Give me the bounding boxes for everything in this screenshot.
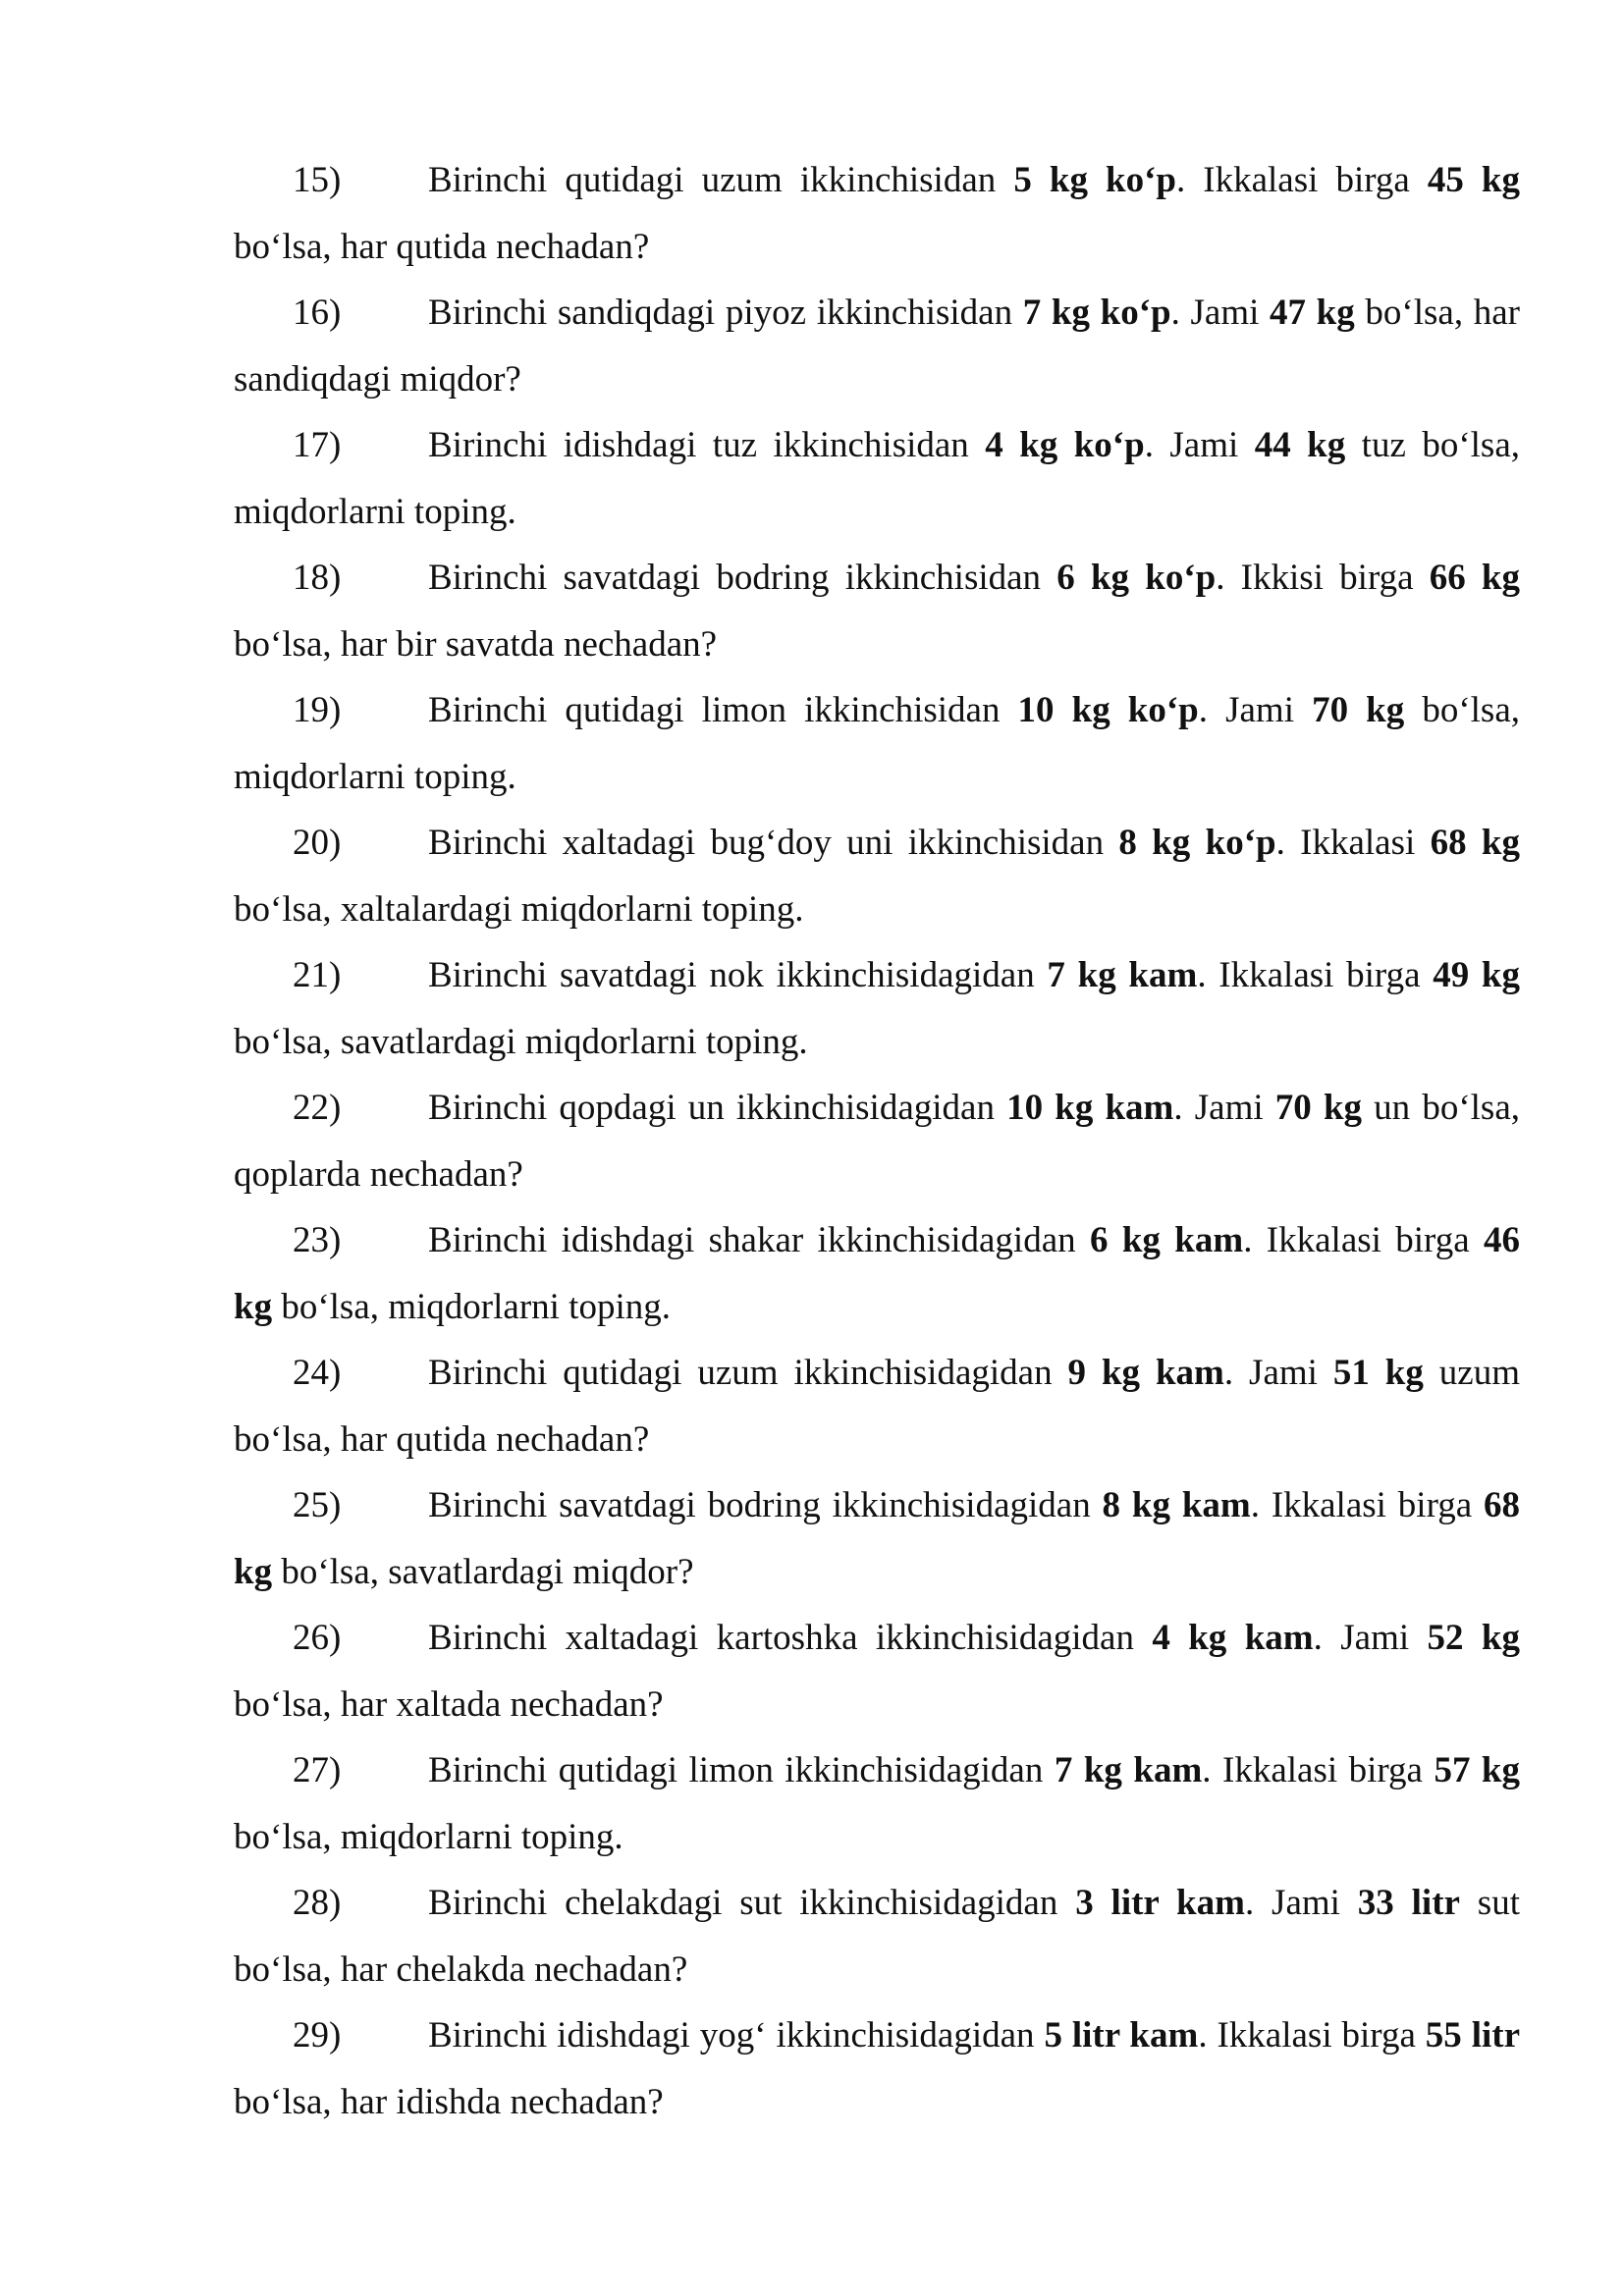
problem-quantity: 5 kg ko‘p	[1013, 160, 1176, 200]
problem-quantity: 6 kg kam	[1089, 1220, 1244, 1260]
problem-text: . Jami	[1198, 690, 1313, 730]
problem-text: Birinchi qutidagi limon ikkinchisidagidan	[428, 1750, 1055, 1790]
problem-item	[234, 1075, 1520, 1207]
problem-quantity: 8 kg kam	[1102, 1485, 1251, 1525]
problem-item	[234, 2002, 1520, 2135]
problem-number: 24)	[293, 1353, 342, 1393]
problem-quantity: 7 kg kam	[1054, 1750, 1203, 1790]
problem-item	[234, 810, 1520, 942]
problem-quantity: 68 kg	[234, 1485, 1520, 1592]
problem-text: Birinchi savatdagi bodring ikkinchisidagidan	[428, 1485, 1103, 1525]
problem-number: 15)	[293, 160, 342, 200]
problem-number: 26)	[293, 1618, 342, 1658]
problem-text: . Jami	[1313, 1618, 1428, 1658]
problem-item	[234, 1207, 1520, 1340]
problem-number: 28)	[293, 1883, 342, 1923]
problem-text: bo‘lsa, har qutida nechadan?	[234, 226, 650, 267]
problem-text: Birinchi idishdagi shakar ikkinchisidagidan	[428, 1220, 1090, 1260]
problem-quantity: 7 kg ko‘p	[1022, 293, 1171, 333]
problem-text: . Ikkalasi birga	[1198, 2015, 1426, 2056]
problem-quantity: 44 kg	[1254, 425, 1346, 465]
problem-text: Birinchi idishdagi yog‘ ikkinchisidagidan	[428, 2015, 1045, 2056]
problem-number: 23)	[293, 1220, 342, 1260]
problem-text: Birinchi sandiqdagi piyoz ikkinchisidan	[428, 293, 1023, 333]
problem-text: sut bo‘lsa, har chelakda nechadan?	[234, 1883, 1520, 1990]
problem-quantity: 68 kg	[1430, 823, 1521, 863]
problem-number: 16)	[293, 293, 342, 333]
problem-text: tuz bo‘lsa, miqdorlarni toping.	[234, 425, 1520, 532]
problem-number: 20)	[293, 823, 342, 863]
problem-item	[234, 1737, 1520, 1870]
problem-number: 17)	[293, 425, 342, 465]
problem-quantity: 8 kg ko‘p	[1118, 823, 1276, 863]
problem-text: . Ikkalasi birga	[1250, 1485, 1484, 1525]
problem-text: Birinchi xaltadagi bug‘doy uni ikkinchisidan	[428, 823, 1119, 863]
problem-number: 21)	[293, 955, 342, 995]
problem-quantity: 9 kg kam	[1067, 1353, 1224, 1393]
problem-text: bo‘lsa, har sandiqdagi miqdor?	[234, 293, 1520, 400]
problem-text: bo‘lsa, miqdorlarni toping.	[234, 1816, 623, 1857]
problem-item	[234, 1870, 1520, 2002]
problem-text: bo‘lsa, xaltalardagi miqdorlarni toping.	[234, 888, 804, 930]
problem-text: bo‘lsa, har xaltada nechadan?	[234, 1683, 664, 1725]
problem-quantity: 10 kg ko‘p	[1017, 690, 1199, 730]
problem-list	[234, 147, 1520, 2135]
problem-quantity: 49 kg	[1433, 955, 1520, 995]
problem-text: Birinchi qutidagi uzum ikkinchisidagidan	[428, 1353, 1068, 1393]
problem-quantity: 4 kg kam	[1152, 1618, 1314, 1658]
problem-quantity: 3 litr kam	[1075, 1883, 1245, 1923]
problem-item	[234, 942, 1520, 1075]
problem-text: Birinchi qopdagi un ikkinchisidagidan	[428, 1088, 1007, 1128]
problem-quantity: 57 kg	[1434, 1750, 1521, 1790]
problem-quantity: 70 kg	[1312, 690, 1405, 730]
problem-item	[234, 1340, 1520, 1472]
problem-text: . Jami	[1173, 1088, 1275, 1128]
problem-text: Birinchi savatdagi nok ikkinchisidagidan	[428, 955, 1048, 995]
problem-quantity: 52 kg	[1427, 1618, 1520, 1658]
problem-text: . Jami	[1170, 293, 1271, 333]
problem-text: un bo‘lsa, qoplarda nechadan?	[234, 1088, 1520, 1195]
problem-quantity: 55 litr	[1425, 2015, 1520, 2056]
problem-item	[234, 545, 1520, 677]
problem-text: uzum bo‘lsa, har qutida nechadan?	[234, 1353, 1521, 1460]
problem-text: . Ikkalasi birga	[1202, 1750, 1435, 1790]
problem-text: Birinchi qutidagi uzum ikkinchisidan	[428, 160, 1014, 200]
problem-number: 19)	[293, 690, 342, 730]
problem-quantity: 46 kg	[234, 1220, 1520, 1327]
problem-text: . Jami	[1244, 1883, 1358, 1923]
problem-text: . Ikkalasi	[1275, 823, 1431, 863]
problem-quantity: 5 litr kam	[1044, 2015, 1199, 2056]
problem-text: Birinchi idishdagi tuz ikkinchisidan	[428, 425, 986, 465]
problem-item	[234, 677, 1520, 810]
problem-text: . Ikkalasi birga	[1243, 1220, 1484, 1260]
problem-text: bo‘lsa, har bir savatda nechadan?	[234, 623, 718, 665]
problem-number: 22)	[293, 1088, 342, 1128]
problem-quantity: 66 kg	[1429, 558, 1521, 598]
problem-number: 29)	[293, 2015, 342, 2056]
problem-quantity: 6 kg ko‘p	[1056, 558, 1217, 598]
problem-text: . Jami	[1223, 1353, 1333, 1393]
problem-quantity: 51 kg	[1332, 1353, 1424, 1393]
problem-quantity: 33 litr	[1357, 1883, 1460, 1923]
problem-text: Birinchi xaltadagi kartoshka ikkinchisidagidan	[428, 1618, 1153, 1658]
problem-quantity: 47 kg	[1270, 293, 1355, 333]
problem-item	[234, 412, 1520, 545]
problem-text: . Ikkalasi birga	[1197, 955, 1434, 995]
problem-item	[234, 1605, 1520, 1737]
problem-item	[234, 1472, 1520, 1605]
problem-quantity: 7 kg kam	[1047, 955, 1198, 995]
problem-text: . Ikkisi birga	[1216, 558, 1430, 598]
problem-text: bo‘lsa, har idishda nechadan?	[234, 2081, 664, 2122]
problem-item	[234, 280, 1520, 412]
problem-text: bo‘lsa, savatlardagi miqdor?	[272, 1551, 694, 1592]
problem-number: 18)	[293, 558, 342, 598]
problem-number: 27)	[293, 1750, 342, 1790]
problem-text: . Ikkalasi birga	[1175, 160, 1428, 200]
problem-text: . Jami	[1144, 425, 1255, 465]
problem-text: Birinchi savatdagi bodring ikkinchisidan	[428, 558, 1057, 598]
problem-quantity: 70 kg	[1274, 1088, 1363, 1128]
problem-quantity: 10 kg kam	[1006, 1088, 1174, 1128]
problem-text: Birinchi chelakdagi sut ikkinchisidagidan	[428, 1883, 1076, 1923]
problem-text: bo‘lsa, miqdorlarni toping.	[272, 1286, 671, 1327]
problem-number: 25)	[293, 1485, 342, 1525]
problem-quantity: 4 kg ko‘p	[985, 425, 1145, 465]
problem-quantity: 45 kg	[1427, 160, 1521, 200]
problem-text: bo‘lsa, savatlardagi miqdorlarni toping.	[234, 1021, 808, 1062]
document-page	[234, 147, 1520, 2135]
problem-text: bo‘lsa, miqdorlarni toping.	[234, 690, 1520, 797]
problem-text: Birinchi qutidagi limon ikkinchisidan	[428, 690, 1018, 730]
problem-item	[234, 147, 1520, 280]
